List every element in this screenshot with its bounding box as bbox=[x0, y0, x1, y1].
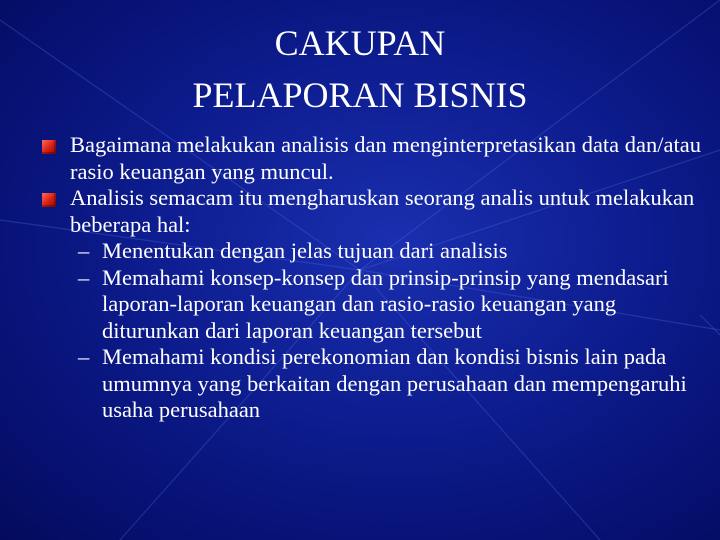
sub-item-text: Memahami konsep‑konsep dan prinsip‑prinsip yang mendasari laporan‑laporan keuangan dan rasio‑rasio keuangan yang diturunkan dari laporan keuangan tersebut bbox=[102, 264, 669, 343]
dash-marker: – bbox=[78, 264, 90, 290]
bullet-item bbox=[48, 132, 708, 185]
bullet-square-icon bbox=[42, 193, 56, 207]
slide-content bbox=[48, 132, 708, 424]
bullet-text: Bagaimana melakukan analisis dan menginterpretasikan data dan/atau rasio keuangan yang muncul. bbox=[70, 132, 702, 184]
bullet-item bbox=[48, 185, 708, 238]
sub-item bbox=[48, 344, 708, 424]
bullet-text: Analisis semacam itu mengharuskan seorang analis untuk melakukan beberapa hal: bbox=[70, 185, 695, 237]
sub-item bbox=[48, 238, 708, 265]
sub-item-text: Menentukan dengan jelas tujuan dari analisis bbox=[102, 238, 508, 263]
dash-marker: – bbox=[78, 238, 90, 263]
sub-item-text: Memahami kondisi perekonomian dan kondisi bisnis lain pada umumnya yang berkaitan dengan perusahaan dan mempengaruhi usaha perusahaan bbox=[102, 344, 687, 422]
dash-marker: – bbox=[78, 344, 90, 369]
slide-title-line2: PELAPORAN BISNIS bbox=[192, 75, 528, 115]
slide-title-line1: CAKUPAN bbox=[274, 23, 446, 63]
sub-item bbox=[48, 265, 708, 345]
bullet-square-icon bbox=[42, 140, 56, 154]
